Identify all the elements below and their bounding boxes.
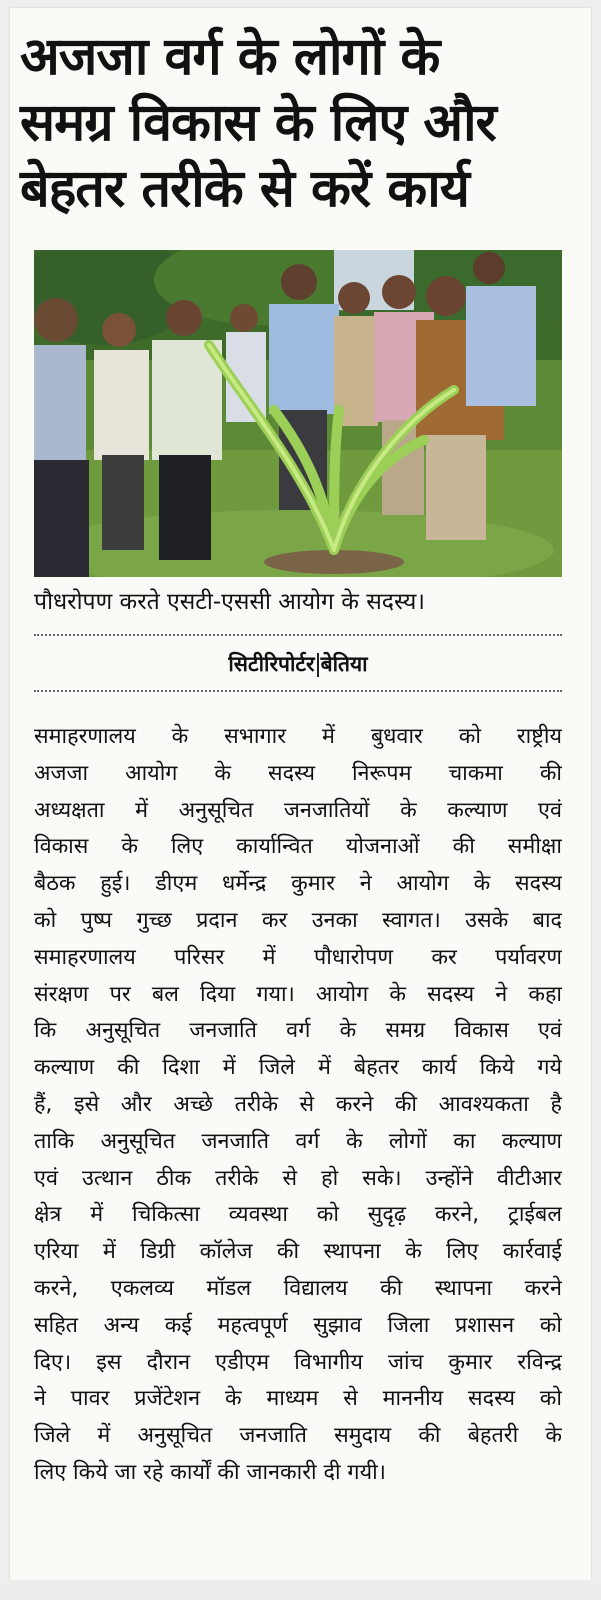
body-line: करने, एकलव्य मॉडल विद्यालय की स्थापना करने — [34, 1275, 562, 1301]
article-photo — [34, 250, 562, 577]
article-headline — [20, 24, 580, 222]
body-line: संरक्षण पर बल दिया गया। आयोग के सदस्य ने कहा — [34, 981, 562, 1007]
photo-caption: पौधरोपण करते एसटी-एससी आयोग के सदस्य। — [34, 589, 426, 615]
byline-separator — [317, 653, 319, 677]
body-line: क्षेत्र में चिकित्सा व्यवस्था को सुदृढ़ करने, ट्राईबल — [34, 1202, 562, 1228]
body-line: समाहरणालय के सभागार में बुधवार को राष्ट्रीय — [34, 724, 562, 749]
bottom-margin — [0, 1580, 601, 1600]
body-line: एरिया में डिग्री कॉलेज की स्थापना के लिए कार्रवाई — [34, 1239, 562, 1265]
body-line: बैठक हुई। डीएम धर्मेन्द्र कुमार ने आयोग के सदस्य — [34, 871, 562, 897]
divider-top — [34, 634, 562, 636]
body-line: ने पावर प्रजेंटेशन के माध्यम से माननीय सदस्य को — [34, 1386, 562, 1412]
headline-line-2: समग्र विकास के लिए और — [20, 93, 496, 153]
article-body — [34, 719, 562, 1492]
body-line: विकास के लिए कार्यान्वित योजनाओं की समीक्षा — [34, 834, 562, 860]
body-line: कि अनुसूचित जनजाति वर्ग के समग्र विकास एवं — [34, 1018, 562, 1044]
byline — [34, 648, 562, 680]
body-line: कल्याण की दिशा में जिले में बेहतर कार्य किये गये — [34, 1055, 562, 1081]
body-line: लिए किये जा रहे कार्यों की जानकारी दी गयी। — [34, 1459, 386, 1485]
divider-bottom — [34, 690, 562, 692]
byline-reporter: सिटीरिपोर्टर — [228, 652, 315, 676]
headline-line-3: बेहतर तरीके से करें कार्य — [20, 159, 469, 219]
body-line: ताकि अनुसूचित जनजाति वर्ग के लोगों का कल्याण — [34, 1128, 562, 1154]
body-line: सहित अन्य कई महत्वपूर्ण सुझाव जिला प्रशासन को — [34, 1312, 562, 1338]
body-line: एवं उत्थान ठीक तरीके से हो सके। उन्होंने वीटीआर — [34, 1165, 562, 1191]
body-line: दिए। इस दौरान एडीएम विभागीय जांच कुमार रविन्द्र — [34, 1349, 562, 1375]
body-line: हैं, इसे और अच्छे तरीके से करने की आवश्यकता है — [34, 1091, 562, 1117]
body-line: को पुष्प गुच्छ प्रदान कर उनका स्वागत। उसके बाद — [34, 907, 562, 933]
body-line: समाहरणालय परिसर में पौधारोपण कर पर्यावरण — [34, 944, 562, 970]
body-line: अध्यक्षता में अनुसूचित जनजातियों के कल्याण एवं — [34, 797, 562, 823]
body-line: अजजा आयोग के सदस्य निरूपम चाकमा की — [34, 760, 562, 786]
byline-location: बेतिया — [320, 652, 368, 676]
body-line: जिले में अनुसूचित जनजाति समुदाय की बेहतरी के — [34, 1423, 562, 1449]
headline-line-1: अजजा वर्ग के लोगों के — [20, 27, 440, 87]
